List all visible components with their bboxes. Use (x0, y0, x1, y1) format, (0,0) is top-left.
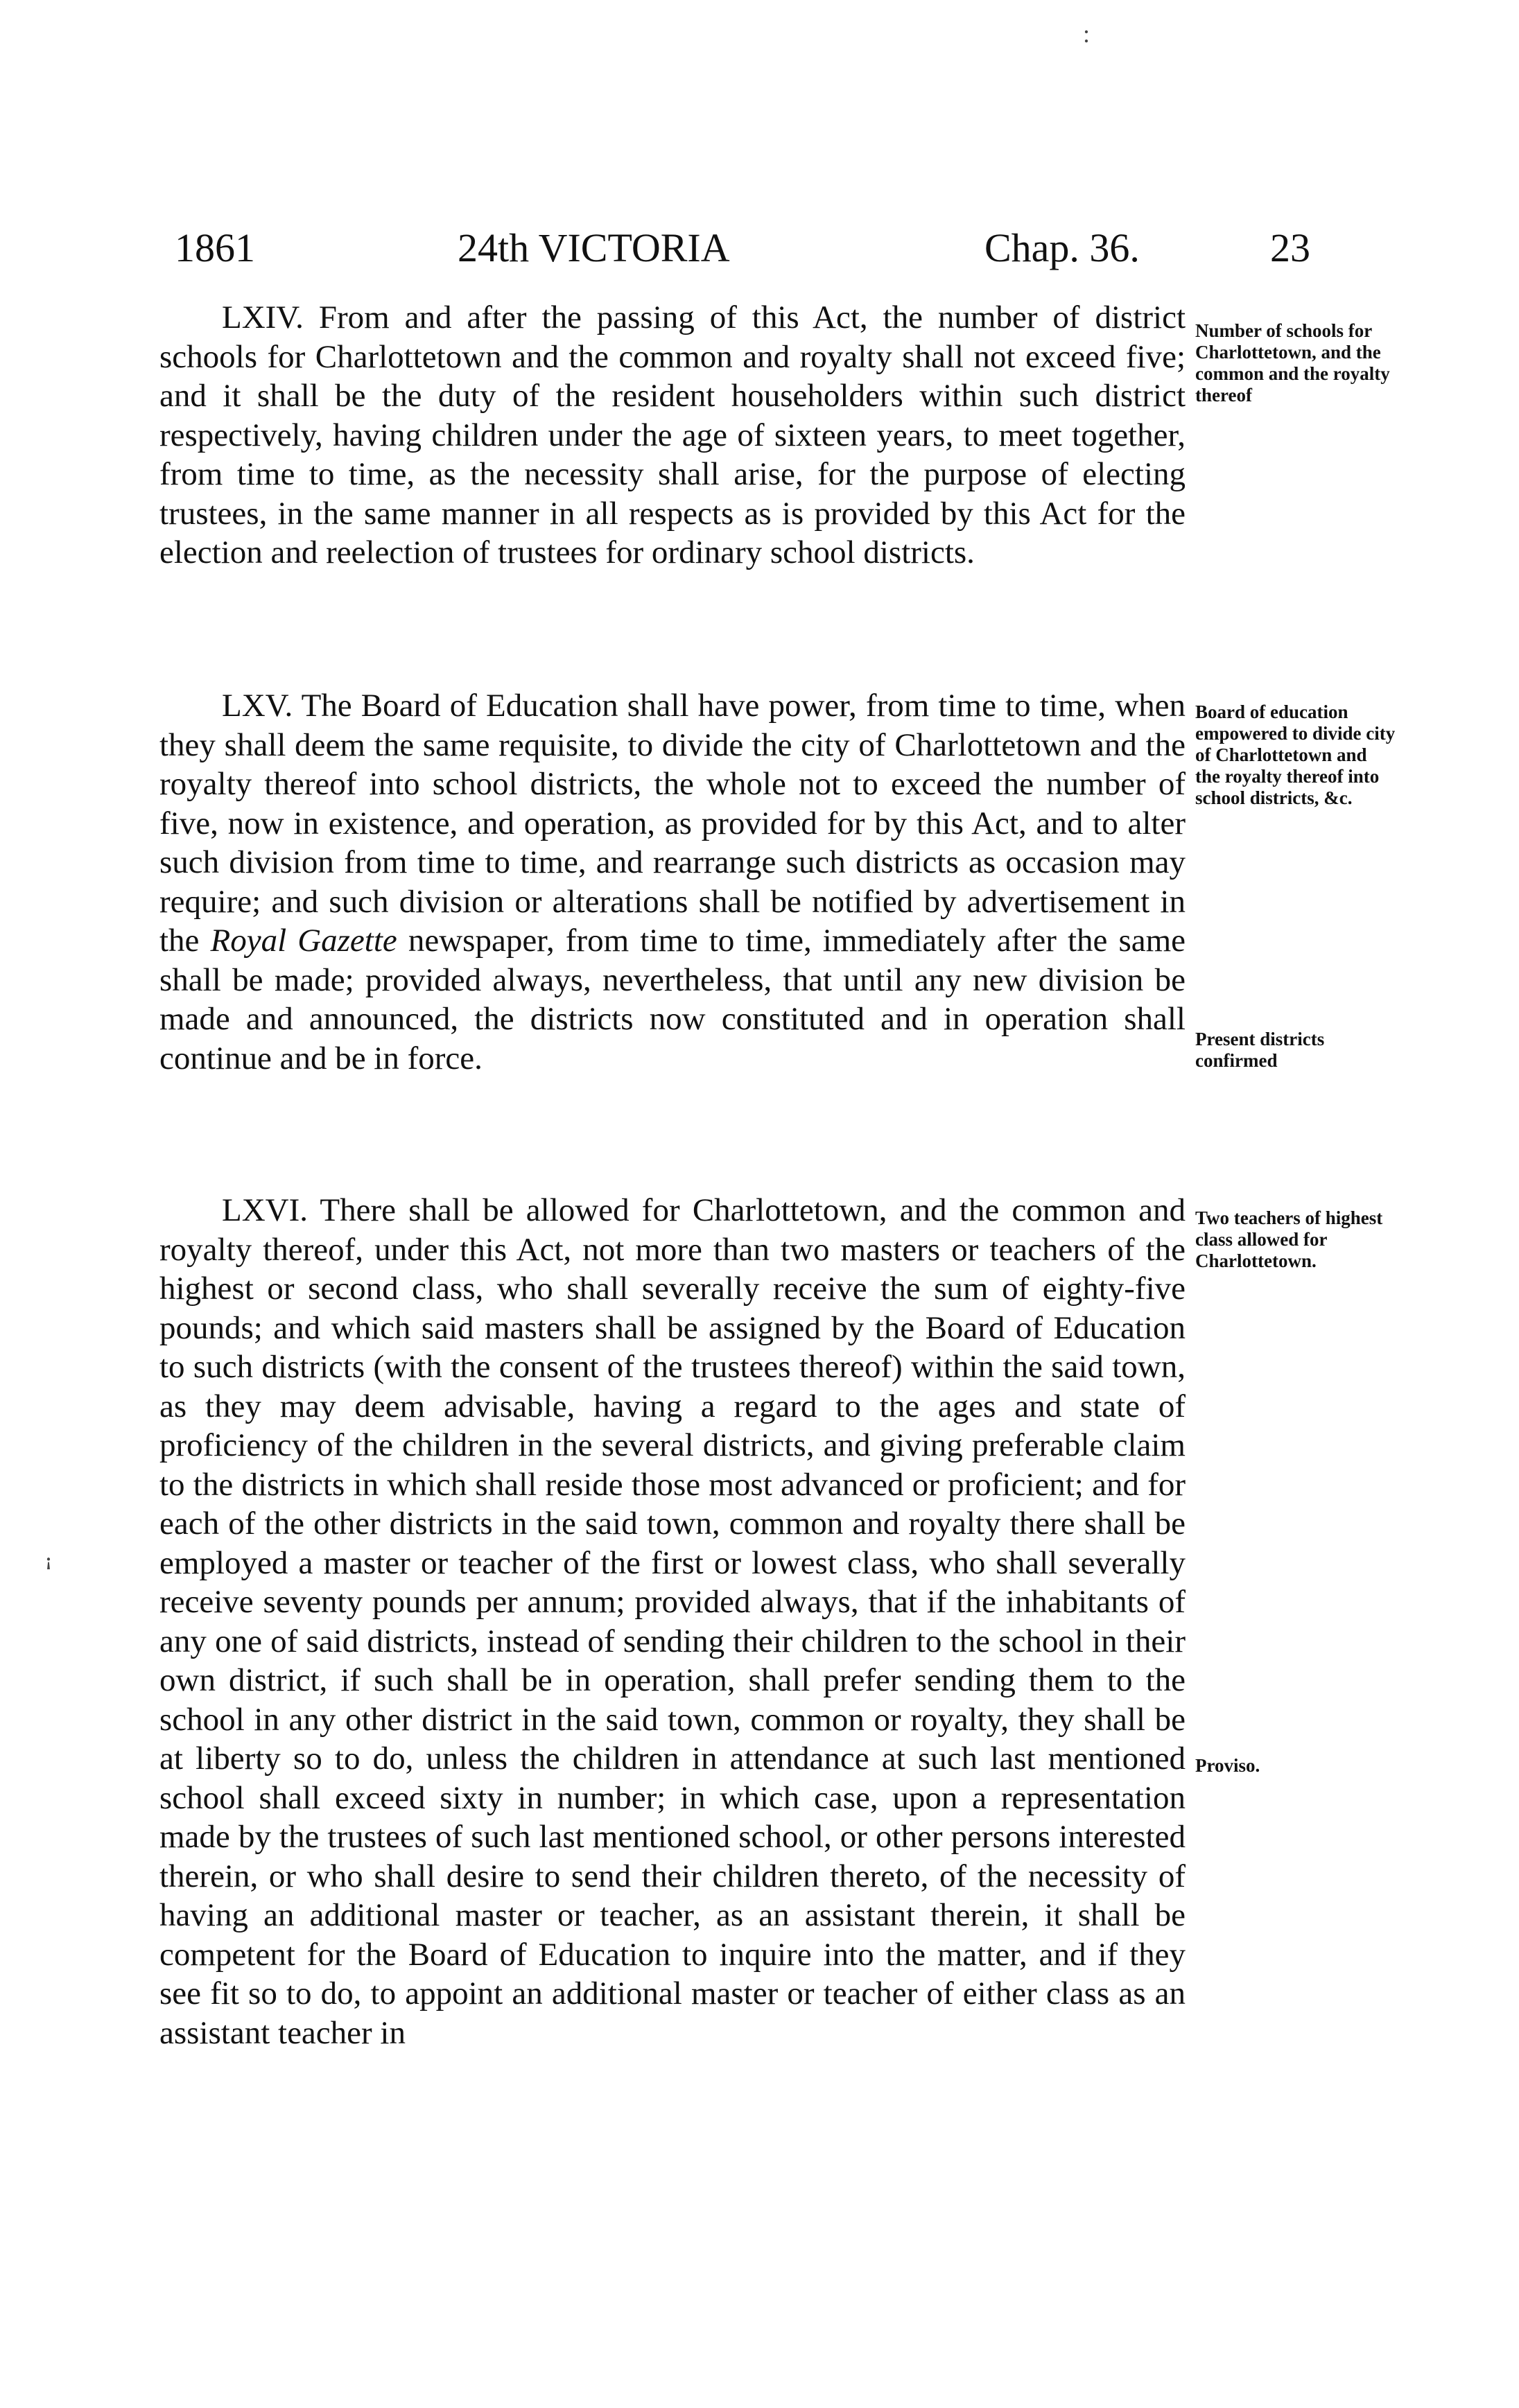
stray-ink-mark: : (1083, 20, 1091, 48)
header-reign: 24th VICTORIA (458, 225, 730, 270)
section-lxv (159, 686, 1186, 1078)
section-lxiv (159, 298, 1186, 573)
header-year: 1861 (175, 225, 255, 270)
section-lxvi (159, 1191, 1186, 2052)
section-text: There shall be allowed for Charlottetown, and the common and royalty thereof, under this Act, not more than two masters or teachers of the highest or second class, who shall severally receive the sum of eighty-five pounds; and which said masters shall be assigned by the Board of Education to such districts (with the consent of the trustees thereof) within the said town, as they may deem advisable, having a regard to the ages and state of proficiency of the children in the several districts, and giving preferable claim to the districts in which shall reside those most advanced or proficient; and for each of the other districts in the said town, common and royalty there shall be employed a master or teacher of the first or lowest class, who shall severally receive seventy pounds per annum; provided always, that if the inhabitants of any one of said districts, instead of sending their children to the school in their own district, if such shall be in operation, shall prefer sending them to the school in any other district in the said town, common or royalty, they shall be at liberty so to do, unless the children in attendance at such last mentioned school shall exceed sixty in number; in which case, upon a representation made by the trustees of such last mentioned school, or other persons interested therein, or who shall desire to send their children thereto, of the necessity of having an additional master or teacher, as an assistant therein, it shall be competent for the Board of Education to inquire into the matter, and if they see fit so to do, to appoint an additional master or teacher of either class as an assistant teacher in (159, 1192, 1186, 2051)
margin-note-board-empowered: Board of education empowered to divide city of Charlottetown and the royalty thereof into school districts, &c. (1195, 701, 1396, 808)
section-number: LXVI. (222, 1192, 308, 1228)
section-text: The Board of Education shall have power, from time to time, when they shall deem the same requisite, to divide the city of Charlottetown and the royalty thereof into school districts, the whole not to exceed the number of five, now in existence, and operation, as provided for by this Act, and to alter such division from time to time, and rearrange such districts as occasion may require; and such division or alterations shall be notified by advertisement in the (159, 688, 1186, 959)
section-text-continued: newspaper, from time to time, immediately after the same shall be made; provided always, nevertheless, that until any new division be made and announced, the districts now constituted and in operation shall continue and be in force. (159, 923, 1186, 1076)
margin-note-two-teachers: Two teachers of highest class allowed for Charlottetown. (1195, 1207, 1383, 1271)
margin-note-districts-confirmed: Present districts confirmed (1195, 1029, 1325, 1071)
margin-note-number-of-schools: Number of schools for Charlottetown, and the common and the royalty thereof (1195, 320, 1390, 405)
stray-ink-mark-left: ꜟ (44, 1552, 53, 1580)
running-header (0, 220, 1519, 276)
margin-note-proviso: Proviso. (1195, 1755, 1260, 1776)
section-number: LXIV. (222, 299, 304, 335)
header-chapter: Chap. 36. (984, 225, 1140, 270)
section-text: From and after the passing of this Act, the number of district schools for Charlottetown and the common and royalty shall not exceed five; and it shall be the duty of the resident householders within such district respectively, having children under the age of sixteen years, to meet together, from time to time, as the necessity shall arise, for the purpose of electing trustees, in the same manner in all respects as is provided by this Act for the election and reelection of trustees for ordinary school districts. (159, 299, 1186, 570)
newspaper-title: Royal Gazette (210, 923, 397, 959)
page-number: 23 (1270, 225, 1310, 270)
section-number: LXV. (222, 688, 293, 724)
